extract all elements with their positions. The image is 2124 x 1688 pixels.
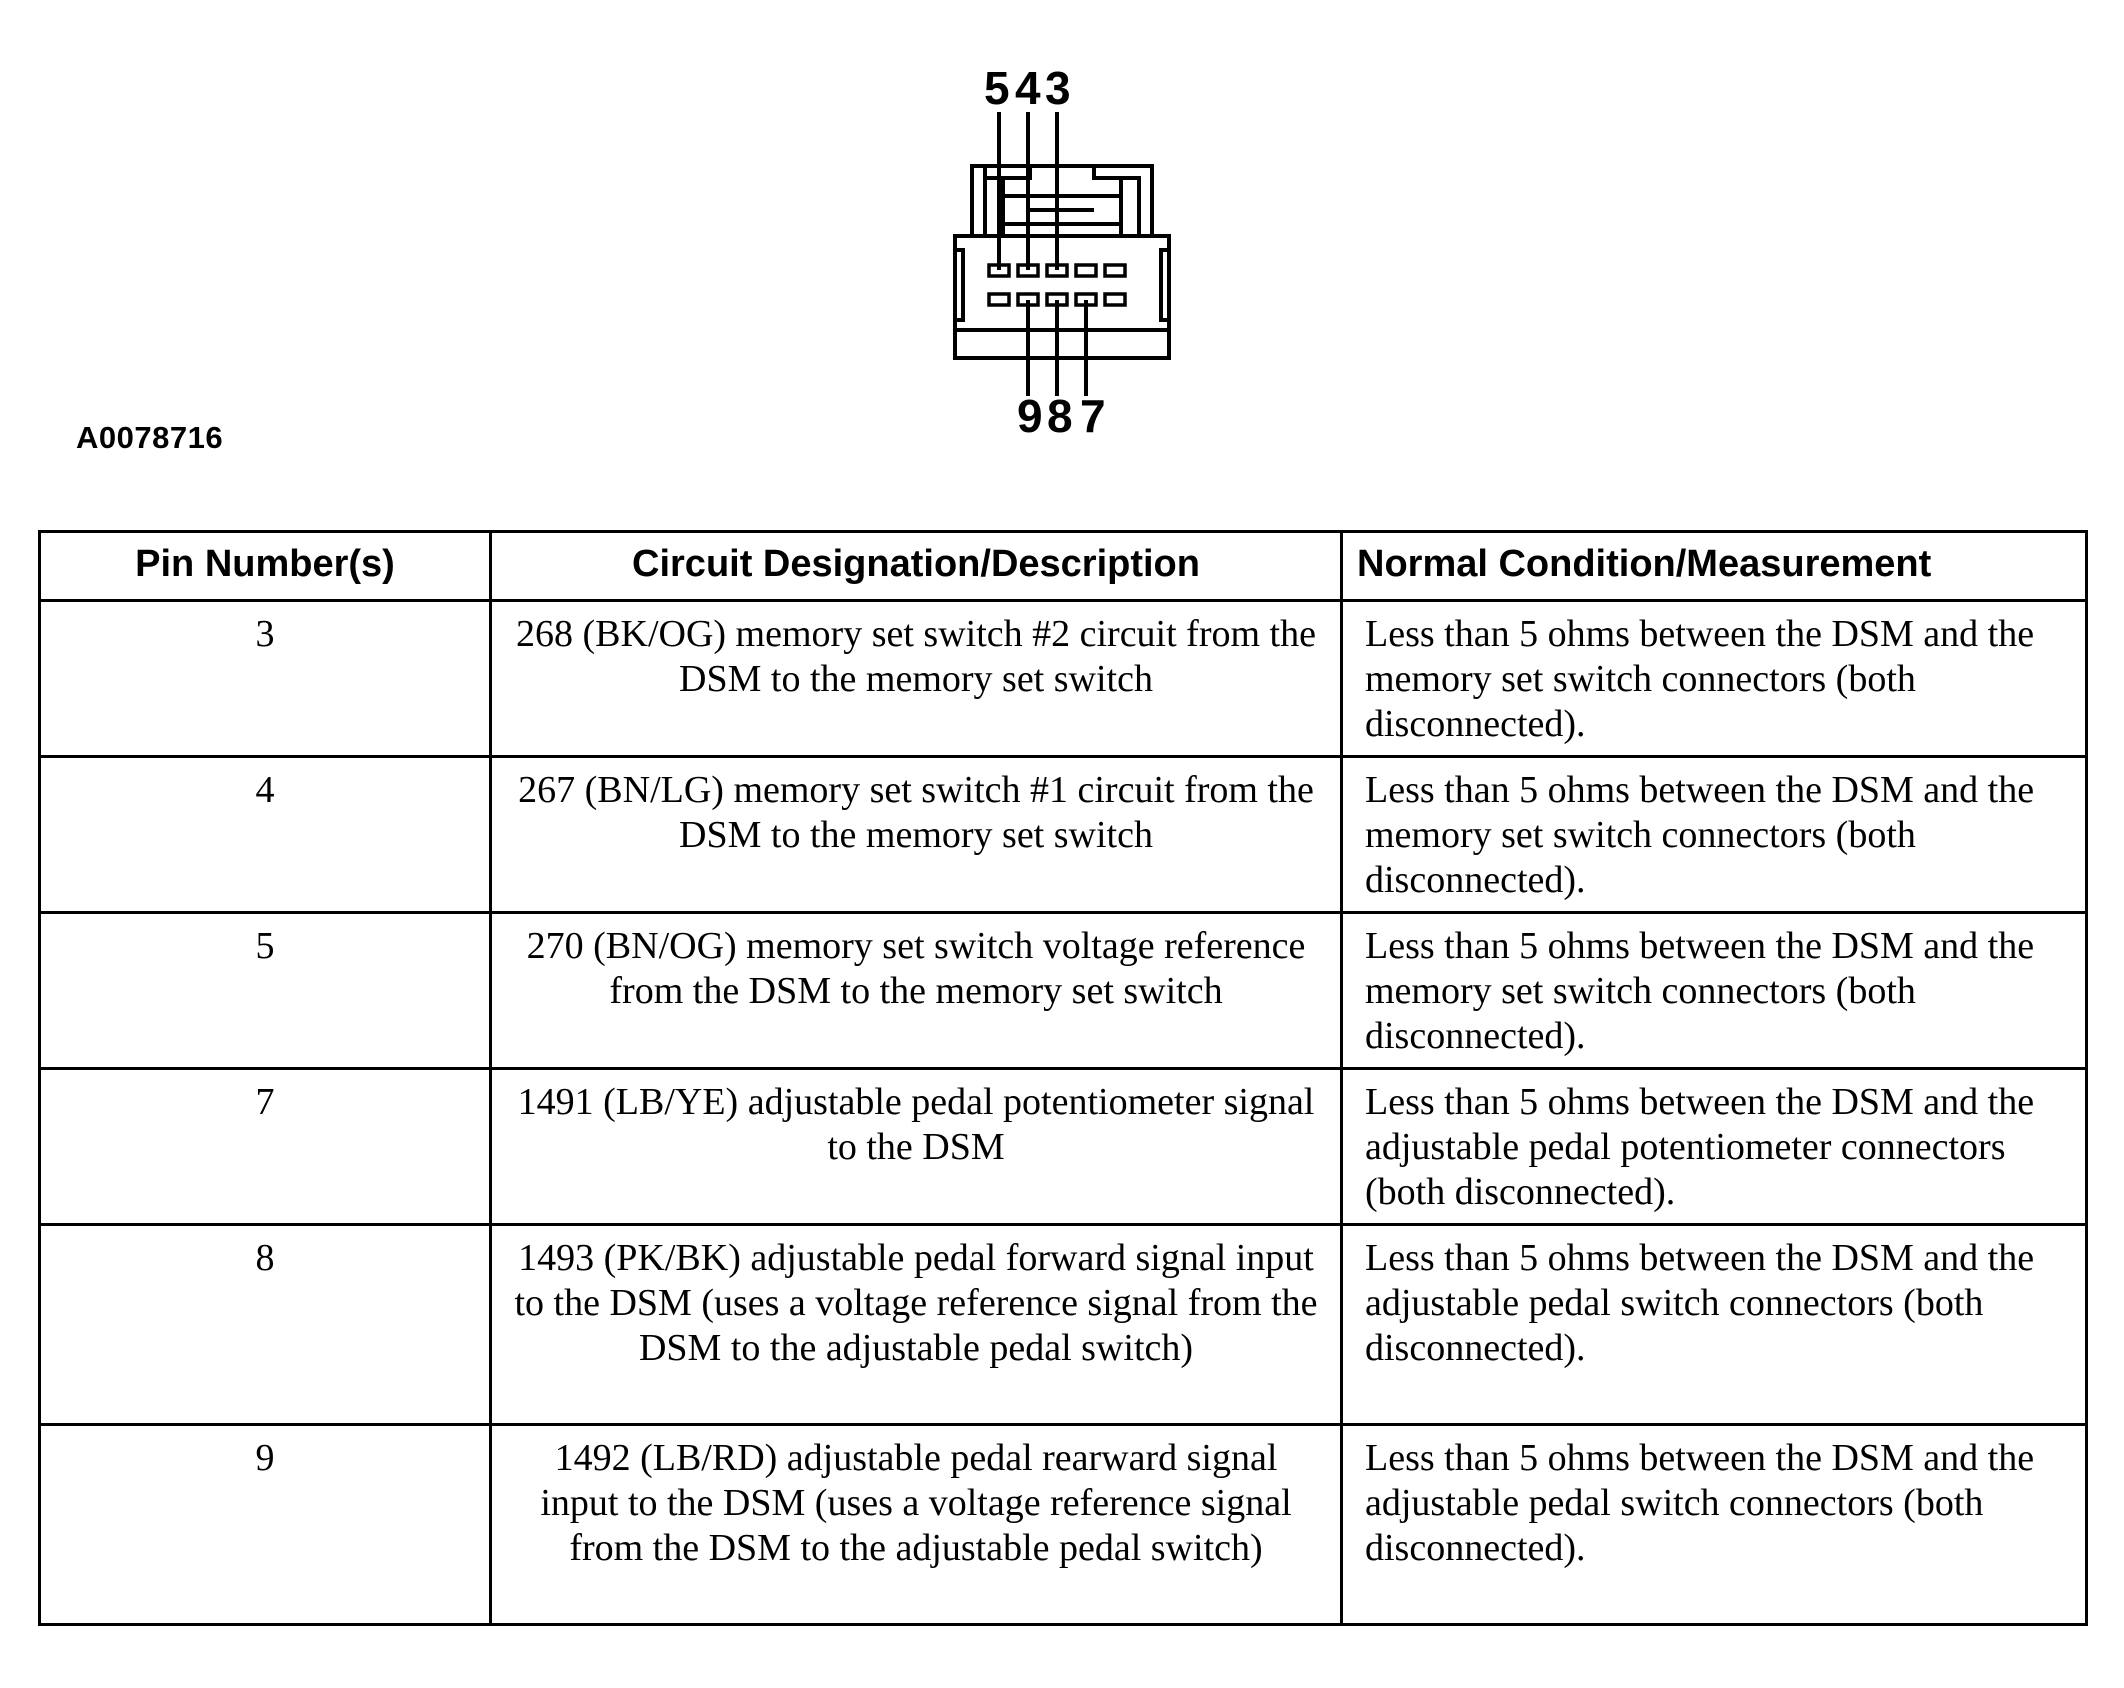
cell-measurement: Less than 5 ohms between the DSM and the memory set switch connectors (both disconnected). <box>1342 757 2087 913</box>
cell-pin: 9 <box>40 1425 491 1625</box>
cell-measurement: Less than 5 ohms between the DSM and the adjustable pedal switch connectors (both disconnected). <box>1342 1425 2087 1625</box>
cell-measurement: Less than 5 ohms between the DSM and the adjustable pedal potentiometer connectors (both disconnected). <box>1342 1069 2087 1225</box>
cell-pin: 3 <box>40 601 491 757</box>
cell-description: 268 (BK/OG) memory set switch #2 circuit from the DSM to the memory set switch <box>491 601 1342 757</box>
pin-label-7: 7 <box>1080 390 1106 442</box>
cell-measurement: Less than 5 ohms between the DSM and the adjustable pedal switch connectors (both disconnected). <box>1342 1225 2087 1425</box>
table-row <box>40 601 2087 757</box>
table-header-row <box>40 532 2087 601</box>
cell-description: 1493 (PK/BK) adjustable pedal forward signal input to the DSM (uses a voltage reference signal from the DSM to the adjustable pedal switch) <box>491 1225 1342 1425</box>
header-pin: Pin Number(s) <box>40 532 491 601</box>
pin-label-4: 4 <box>1015 62 1041 114</box>
pin-label-5: 5 <box>984 62 1010 114</box>
cell-description: 270 (BN/OG) memory set switch voltage reference from the DSM to the memory set switch <box>491 913 1342 1069</box>
table-row <box>40 1069 2087 1225</box>
connector-diagram <box>0 0 2124 460</box>
header-measurement: Normal Condition/Measurement <box>1342 532 2087 601</box>
table-row <box>40 1225 2087 1425</box>
header-description: Circuit Designation/Description <box>491 532 1342 601</box>
cell-description: 1492 (LB/RD) adjustable pedal rearward signal input to the DSM (uses a voltage reference signal from the DSM to the adjustable pedal switch) <box>491 1425 1342 1625</box>
cell-pin: 7 <box>40 1069 491 1225</box>
table-row <box>40 1425 2087 1625</box>
pin-label-3: 3 <box>1045 62 1071 114</box>
pin-table <box>38 530 2088 1626</box>
cell-measurement: Less than 5 ohms between the DSM and the memory set switch connectors (both disconnected). <box>1342 913 2087 1069</box>
figure-code: A0078716 <box>76 420 224 455</box>
cell-measurement: Less than 5 ohms between the DSM and the memory set switch connectors (both disconnected). <box>1342 601 2087 757</box>
connector-body <box>955 166 1169 358</box>
pin-label-9: 9 <box>1017 390 1043 442</box>
cell-pin: 8 <box>40 1225 491 1425</box>
table-row <box>40 913 2087 1069</box>
table-row <box>40 757 2087 913</box>
pin-leader-lines <box>999 112 1086 396</box>
cell-pin: 5 <box>40 913 491 1069</box>
cell-pin: 4 <box>40 757 491 913</box>
cell-description: 1491 (LB/YE) adjustable pedal potentiometer signal to the DSM <box>491 1069 1342 1225</box>
pin-label-8: 8 <box>1047 390 1073 442</box>
cell-description: 267 (BN/LG) memory set switch #1 circuit from the DSM to the memory set switch <box>491 757 1342 913</box>
